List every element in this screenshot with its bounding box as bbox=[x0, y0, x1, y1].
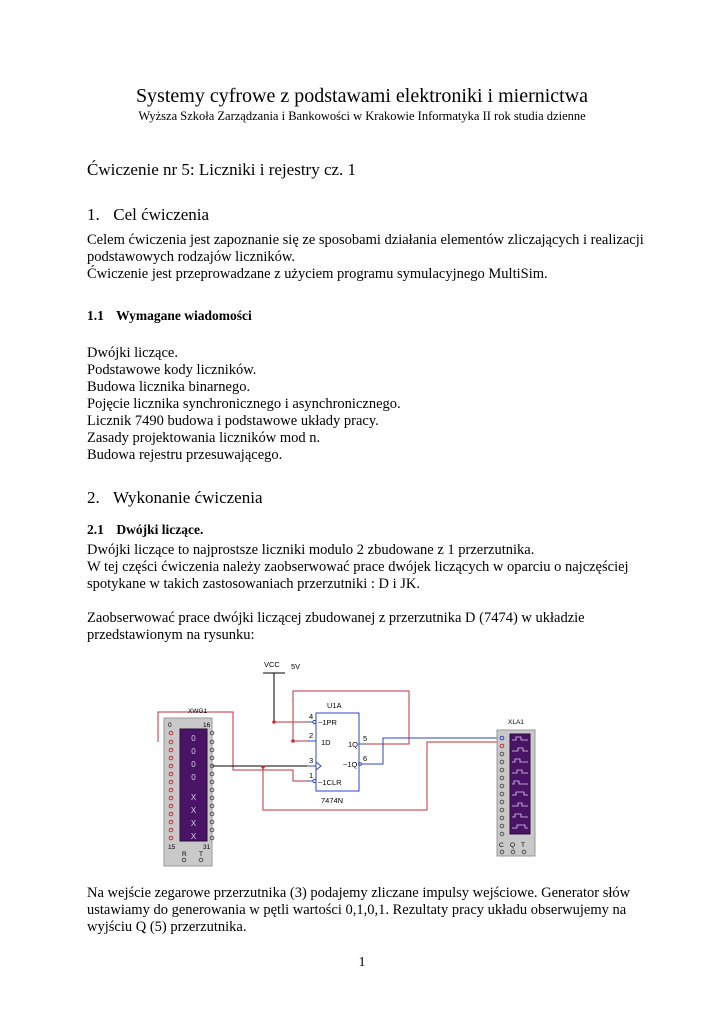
section-2-1-paragraph: Zaobserwować prace dwójki liczącej zbudowanej z przerzutnika D (7474) w układzie przedstawionym na rysunku: bbox=[87, 610, 585, 643]
section-1-1-title: Wymagane wiadomości bbox=[116, 308, 252, 323]
section-2-1-body bbox=[87, 542, 647, 593]
closing-paragraph-text: Na wejście zegarowe przerzutnika (3) podajemy zliczane impulsy wejściowe. Generator słów ustawiamy do generowania w pętli wartości 0,1,0,1. Rezultaty pracy układu obserwujemy na wyjściu Q (5) przerzutnika. bbox=[87, 885, 631, 935]
section-2-1-title: Dwójki liczące. bbox=[116, 522, 204, 537]
list-item: Zasady projektowania liczników mod n. bbox=[87, 430, 321, 446]
list-item: Budowa licznika binarnego. bbox=[87, 379, 251, 395]
pin-nq-label: ~1Q bbox=[343, 760, 358, 769]
word-generator-t-label: T bbox=[199, 851, 203, 858]
section-2-1-number: 2.1 bbox=[87, 522, 104, 537]
word-generator-value: 0 bbox=[191, 747, 196, 756]
list-item: Dwójki liczące. bbox=[87, 345, 178, 361]
logic-analyzer-q-label: Q bbox=[510, 842, 516, 849]
section-1-number: 1. bbox=[87, 205, 100, 224]
junction-dot bbox=[272, 720, 276, 724]
chip-part: 7474N bbox=[321, 796, 344, 805]
vcc-label: VCC bbox=[264, 660, 280, 669]
list-item: Budowa rejestru przesuwającego. bbox=[87, 447, 283, 463]
word-generator-value: 0 bbox=[191, 773, 196, 782]
exercise-title: Ćwiczenie nr 5: Liczniki i rejestry cz. 1 bbox=[87, 160, 357, 179]
list-item: Pojęcie licznika synchronicznego i asynchronicznego. bbox=[87, 396, 401, 412]
word-generator-bottom-left: 15 bbox=[168, 844, 176, 851]
requirements-list bbox=[87, 345, 647, 464]
junction-dot bbox=[261, 765, 265, 769]
section-2-1-paragraph: W tej części ćwiczenia należy zaobserwować prace dwójek liczących w oparciu o najczęściej spotykane w takich zastosowaniach przerzutniki : D i JK. bbox=[87, 559, 629, 592]
list-item: Podstawowe kody liczników. bbox=[87, 362, 257, 378]
section-1-title: Cel ćwiczenia bbox=[113, 205, 210, 224]
section-1-heading bbox=[87, 205, 209, 225]
section-1-1-heading bbox=[87, 308, 252, 324]
section-1-1-number: 1.1 bbox=[87, 308, 104, 323]
word-generator-top-left: 0 bbox=[168, 722, 172, 729]
word-generator-top-right: 16 bbox=[203, 722, 211, 729]
pin-q-label: 1Q bbox=[348, 740, 359, 749]
logic-analyzer-name: XLA1 bbox=[508, 719, 524, 726]
word-generator-bottom-right: 31 bbox=[203, 844, 211, 851]
pin-clr-label: ~1CLR bbox=[318, 778, 342, 787]
list-item: Licznik 7490 budowa i podstawowe układy pracy. bbox=[87, 413, 379, 429]
pin-nq-number: 6 bbox=[363, 754, 368, 763]
document-title: Systemy cyfrowe z podstawami elektroniki i miernictwa bbox=[135, 85, 589, 107]
word-generator-value: X bbox=[190, 806, 197, 815]
section-1-paragraph: Celem ćwiczenia jest zapoznanie się ze sposobami działania elementów zliczających i realizacji podstawowych rodzajów liczników. bbox=[87, 232, 644, 265]
section-2-1-paragraph: Dwójki liczące to najprostsze liczniki modulo 2 zbudowane z 1 przerzutnika. bbox=[87, 542, 535, 558]
pin-pr-label: ~1PR bbox=[318, 718, 337, 727]
section-2-1-heading bbox=[87, 522, 203, 538]
junction-dot bbox=[291, 739, 295, 743]
word-generator-r-label: R bbox=[182, 851, 187, 858]
pin-d-number: 2 bbox=[309, 731, 314, 740]
page-number: 1 bbox=[358, 955, 366, 970]
document-subtitle: Wyższa Szkoła Zarządzania i Bankowości w Krakowie Informatyka II rok studia dzienne bbox=[138, 109, 586, 123]
section-1-body bbox=[87, 232, 647, 283]
logic-analyzer-t-label: T bbox=[521, 842, 525, 849]
section-2-1-instruction bbox=[87, 610, 647, 644]
word-generator-value: X bbox=[190, 819, 197, 828]
word-generator-name: XWG1 bbox=[188, 708, 208, 715]
pin-clk-number: 3 bbox=[309, 756, 314, 765]
section-1-paragraph: Ćwiczenie jest przeprowadzane z użyciem programu symulacyjnego MultiSim. bbox=[87, 266, 548, 282]
vcc-value: 5V bbox=[291, 662, 301, 671]
closing-paragraph bbox=[87, 885, 647, 936]
pin-q-number: 5 bbox=[363, 734, 368, 743]
circuit-diagram bbox=[150, 655, 550, 870]
section-2-heading bbox=[87, 488, 263, 508]
chip-name: U1A bbox=[327, 701, 342, 710]
word-generator-value: 0 bbox=[191, 760, 196, 769]
word-generator-value: X bbox=[190, 793, 197, 802]
pin-clr-number: 1 bbox=[309, 771, 314, 780]
section-2-number: 2. bbox=[87, 488, 100, 507]
word-generator-value: X bbox=[190, 832, 197, 841]
pin-d-label: 1D bbox=[321, 738, 331, 747]
pin-pr-number: 4 bbox=[309, 712, 314, 721]
section-2-title: Wykonanie ćwiczenia bbox=[112, 488, 263, 507]
logic-analyzer-c-label: C bbox=[499, 842, 504, 849]
word-generator-value: 0 bbox=[191, 734, 196, 743]
